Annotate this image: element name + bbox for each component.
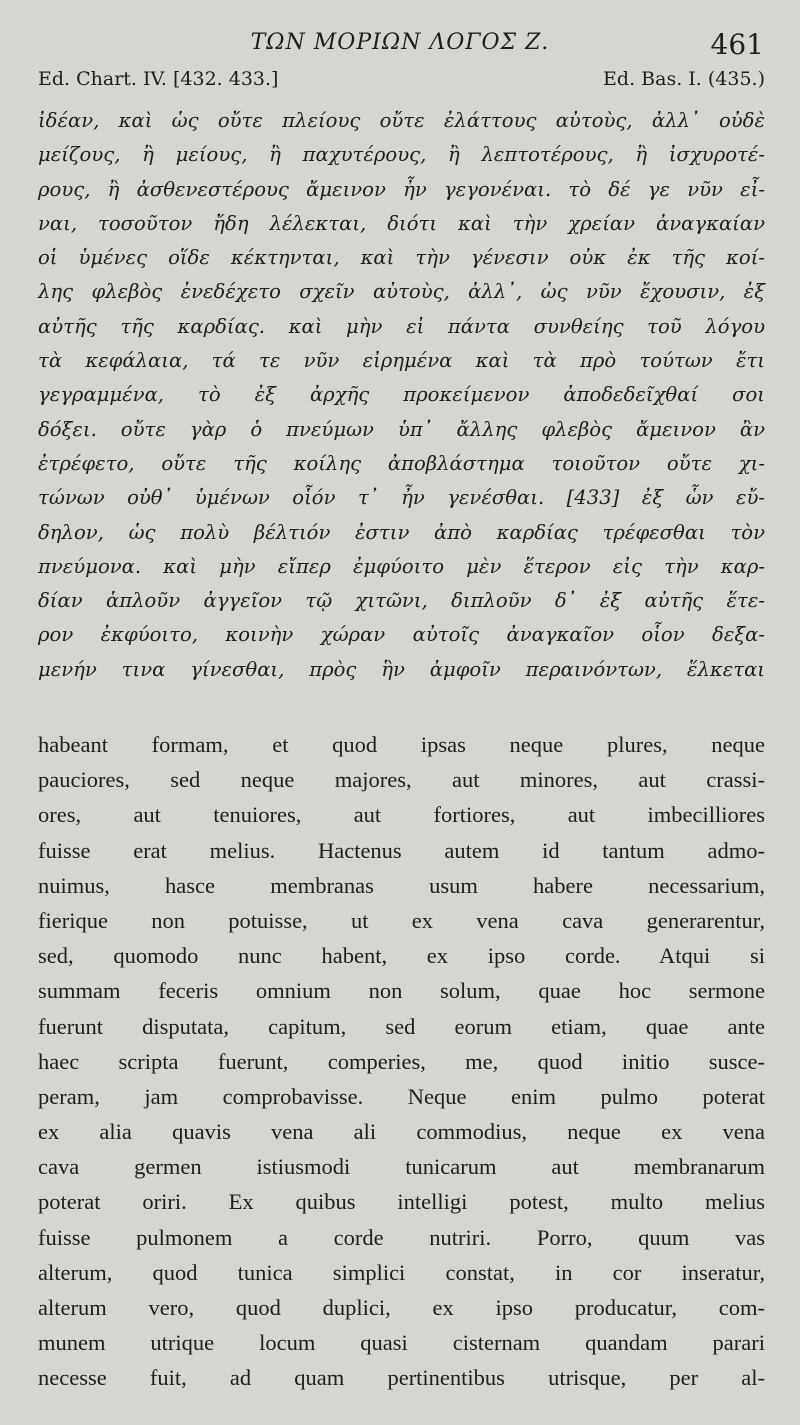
latin-text-line: pauciores, sed neque majores, aut minores, aut crassi- (38, 767, 765, 793)
edition-basel-ref: Ed. Bas. I. (435.) (603, 68, 765, 90)
latin-text-line: fierique non potuisse, ut ex vena cava generarentur, (38, 907, 765, 933)
greek-text-line: δίαν ἁπλοῦν ἀγγεῖον τῷ χιτῶνι, διπλοῦν δ᾽ ἐξ αὐτῆς ἕτε- (38, 589, 765, 613)
page-number: 461 (710, 28, 764, 61)
greek-text-line: οἱ ὑμένες οἵδε κέκτηνται, καὶ τὴν γένεσιν οὐκ ἐκ τῆς κοί- (38, 246, 765, 270)
greek-text-line: δηλον, ὡς πολὺ βέλτιόν ἐστιν ἀπὸ καρδίας τρέφεσθαι τὸν (38, 520, 765, 544)
latin-text-line: poterat oriri. Ex quibus intelligi potest, multo melius (38, 1189, 765, 1215)
edition-reference-line (38, 68, 765, 96)
latin-text-line: cava germen istiusmodi tunicarum aut membranarum (38, 1154, 765, 1180)
greek-text-line: ἰδέαν, καὶ ὡς οὔτε πλείους οὔτε ἐλάττους αὐτοὺς, ἀλλ᾽ οὐδὲ (38, 109, 765, 132)
latin-text-line: sed, quomodo nunc habent, ex ipso corde. Atqui si (38, 943, 765, 969)
latin-text-line: fuerunt disputata, capitum, sed eorum etiam, quae ante (38, 1013, 765, 1039)
latin-text-line: alterum, quod tunica simplici constat, in cor inseratur, (38, 1259, 765, 1285)
latin-text-line: summam feceris omnium non solum, quae hoc sermone (38, 978, 765, 1004)
greek-text-line: αὐτῆς τῆς καρδίας. καὶ μὴν εἰ πάντα συνθείης τοῦ λόγου (38, 314, 765, 338)
greek-text-line: ἐτρέφετο, οὔτε τῆς κοίλης ἀποβλάστημα τοιοῦτον οὔτε χι- (38, 451, 765, 475)
greek-text-line: μείζους, ἢ μείους, ἢ παχυτέρους, ἢ λεπτοτέρους, ἢ ἰσχυροτέ- (38, 143, 765, 167)
greek-text-line: δόξει. οὔτε γὰρ ὁ πνεύμων ὑπ᾽ ἄλλης φλεβὸς ἄμεινον ἂν (38, 417, 765, 441)
greek-text-line: γεγραμμένα, τὸ ἐξ ἀρχῆς προκείμενον ἀποδεδεῖχθαί σοι (38, 383, 765, 407)
latin-text-line: ex alia quavis vena ali commodius, neque ex vena (38, 1119, 765, 1145)
greek-text-line: ρους, ἢ ἀσθενεστέρους ἄμεινον ἦν γεγονέναι. τὸ δέ γε νῦν εἶ- (38, 177, 765, 201)
latin-text-line: habeant formam, et quod ipsas neque plures, neque (38, 732, 765, 757)
greek-text-line: τώνων οὐθ᾽ ὑμένων οἷόν τ᾽ ἦν γενέσθαι. [433] ἐξ ὧν εὔ- (38, 486, 765, 510)
latin-text-line: fuisse erat melius. Hactenus autem id tantum admo- (38, 837, 765, 863)
greek-text-line: μενήν τινα γίνεσθαι, πρὸς ἣν ἀμφοῖν περαινόντων, ἕλκεται (38, 657, 765, 681)
latin-text-line: ores, aut tenuiores, aut fortiores, aut imbecilliores (38, 802, 765, 828)
greek-text-line: ναι, τοσοῦτον ἤδη λέλεκται, διότι καὶ τὴν χρείαν ἀναγκαίαν (38, 211, 765, 235)
latin-text-line: necesse fuit, ad quam pertinentibus utrisque, per al- (38, 1365, 765, 1391)
edition-chartier-ref: Ed. Chart. IV. [432. 433.] (38, 68, 279, 90)
latin-text-line: alterum vero, quod duplici, ex ipso producatur, com- (38, 1295, 765, 1320)
greek-text-line: λης φλεβὸς ἐνεδέχετο σχεῖν αὐτοὺς, ἀλλ᾽, ὡς νῦν ἔχουσιν, ἐξ (38, 280, 765, 304)
latin-text-line: peram, jam comprobavisse. Neque enim pulmo poterat (38, 1083, 765, 1109)
greek-text-block (38, 104, 765, 687)
running-head (0, 30, 800, 64)
latin-text-line: nuimus, hasce membranas usum habere necessarium, (38, 872, 765, 898)
latin-text-block (38, 727, 765, 1396)
latin-text-line: munem utrique locum quasi cisternam quandam parari (38, 1330, 765, 1356)
greek-text-line: ρον ἐκφύοιτο, κοινὴν χώραν αὐτοῖς ἀναγκαῖον οἷον δεξα- (38, 623, 765, 647)
greek-text-line: πνεύμονα. καὶ μὴν εἴπερ ἐμφύοιτο μὲν ἕτερον εἰς τὴν καρ- (38, 554, 765, 578)
greek-text-line: τὰ κεφάλαια, τά τε νῦν εἰρημένα καὶ τὰ πρὸ τούτων ἔτι (38, 349, 765, 373)
latin-text-line: haec scripta fuerunt, comperies, me, quod initio susce- (38, 1048, 765, 1074)
running-title: ΤΩΝ ΜΟΡΙΩΝ ΛΟΓΟΣ Ζ. (250, 30, 550, 55)
latin-text-line: fuisse pulmonem a corde nutriri. Porro, quum vas (38, 1224, 765, 1250)
